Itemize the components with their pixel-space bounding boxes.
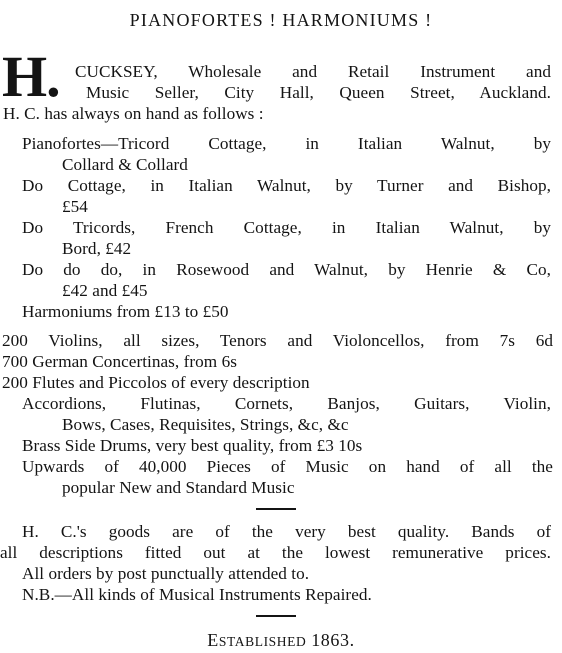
drop-cap: H. xyxy=(2,44,60,109)
established-line xyxy=(0,630,562,651)
intro-line-2: Music Seller, City Hall, Queen Street, Auckland. xyxy=(86,83,551,102)
item-cottage-cont: £54 xyxy=(62,197,88,216)
intro-line-1: CUCKSEY, Wholesale and Retail Instrument and xyxy=(75,62,551,81)
divider-2 xyxy=(256,615,296,617)
item-pianofortes: Pianofortes—Tricord Cottage, in Italian Walnut, by xyxy=(22,134,551,153)
item-concertinas: 700 German Concertinas, from 6s xyxy=(2,352,237,371)
item-rosewood-cont: £42 and £45 xyxy=(62,281,148,300)
item-violins: 200 Violins, all sizes, Tenors and Violoncellos, from 7s 6d xyxy=(2,331,553,350)
item-music: Upwards of 40,000 Pieces of Music on hand of all the xyxy=(22,457,553,476)
item-tricords: Do Tricords, French Cottage, in Italian Walnut, by xyxy=(22,218,551,237)
established-first-letter: E xyxy=(207,630,219,650)
footer-quality: H. C.'s goods are of the very best quality. Bands of xyxy=(22,522,551,541)
footer-bands: all descriptions fitted out at the lowest remunerative prices. xyxy=(0,543,551,562)
intro-line-3: H. C. has always on hand as follows : xyxy=(3,104,264,123)
established-word: STABLISHED xyxy=(218,634,307,649)
item-rosewood: Do do do, in Rosewood and Walnut, by Henrie & Co, xyxy=(22,260,551,279)
item-cottage: Do Cottage, in Italian Walnut, by Turner and Bishop, xyxy=(22,176,551,195)
established-year: 1863. xyxy=(311,630,355,650)
footer-orders: All orders by post punctually attended to. xyxy=(22,564,310,583)
item-drums: Brass Side Drums, very best quality, from £3 10s xyxy=(22,436,363,455)
heading: PIANOFORTES ! HARMONIUMS ! xyxy=(129,10,433,30)
item-accordions-cont: Bows, Cases, Requisites, Strings, &c, &c xyxy=(62,415,349,434)
item-tricords-cont: Bord, £42 xyxy=(62,239,132,258)
divider-1 xyxy=(256,508,296,510)
item-music-cont: popular New and Standard Music xyxy=(62,478,295,497)
item-harmoniums: Harmoniums from £13 to £50 xyxy=(22,302,229,321)
footer-repairs: N.B.—All kinds of Musical Instruments Repaired. xyxy=(22,585,372,604)
item-accordions: Accordions, Flutinas, Cornets, Banjos, Guitars, Violin, xyxy=(22,394,551,413)
item-flutes: 200 Flutes and Piccolos of every description xyxy=(2,373,310,392)
item-pianofortes-cont: Collard & Collard xyxy=(62,155,188,174)
